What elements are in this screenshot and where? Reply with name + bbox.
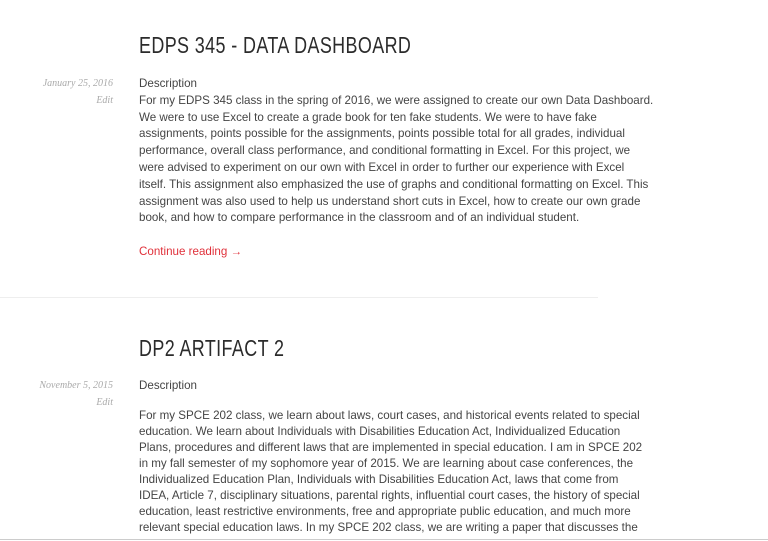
continue-reading-link[interactable]: Continue reading → [139, 245, 243, 259]
content-line: For my EDPS 345 class in the spring of 2016, we were assigned to create our own Data Dashboard. [139, 93, 654, 107]
content-line: were advised to experiment on our own with Excel in order to further our experience with Excel [139, 160, 625, 174]
content-line: relevant special education laws. In my SPCE 202 class, we are writing a paper that discusses the [139, 521, 638, 534]
content-line: For my SPCE 202 class, we learn about laws, court cases, and historical events related to special [139, 409, 640, 422]
edit-link[interactable]: Edit [96, 95, 113, 106]
content-heading: Description [139, 379, 197, 392]
content-line: itself. This assignment also emphasized the use of graphs and conditional formatting on Excel. This [139, 177, 649, 191]
content-line: education. We learn about Individuals with Disabilities Education Act, Individualized Education [139, 425, 621, 438]
post-content [139, 76, 654, 261]
content-heading: Description [139, 77, 197, 90]
post-date[interactable]: November 5, 2015 [39, 380, 113, 391]
post-date[interactable]: January 25, 2016 [42, 78, 113, 89]
content-line: We were to use Excel to create a grade book for ten fake students. We were to have fake [139, 110, 597, 124]
content-line: Individualized Education Plan, Individuals with Disabilities Education Act, laws that come from [139, 473, 619, 486]
content-line: in my fall semester of my sophomore year of 2015. We are learning about case conferences, the [139, 457, 634, 470]
post-title[interactable]: DP2 ARTIFACT 2 [139, 335, 285, 361]
content-line: assignment was also used to help us understand short cuts in Excel, how to create our own grade [139, 194, 641, 208]
content-line: performance, overall class performance, and conditional formatting in Excel. For this project, we [139, 144, 631, 158]
edit-link[interactable]: Edit [96, 397, 113, 408]
content-line: Plans, procedures and different laws that are implemented in special education. I am in SPCE 202 [139, 441, 643, 454]
post-meta [43, 78, 113, 112]
content-line: assignments, points possible for the assignments, points possible total for all grades, individual [139, 127, 625, 141]
post-title[interactable]: EDPS 345 - DATA DASHBOARD [139, 32, 412, 58]
post-meta [39, 380, 113, 414]
post-divider [0, 297, 598, 298]
viewport-bottom-edge [0, 539, 768, 540]
post-content [139, 378, 643, 536]
content-line: book, and how to compare performance in the classroom and of an individual student. [139, 211, 580, 225]
content-line: education, least restrictive environments, free and appropriate public education, and much more [139, 505, 631, 518]
content-line: IDEA, Article 7, disciplinary situations, parental rights, influential court cases, the history of special [139, 489, 640, 502]
